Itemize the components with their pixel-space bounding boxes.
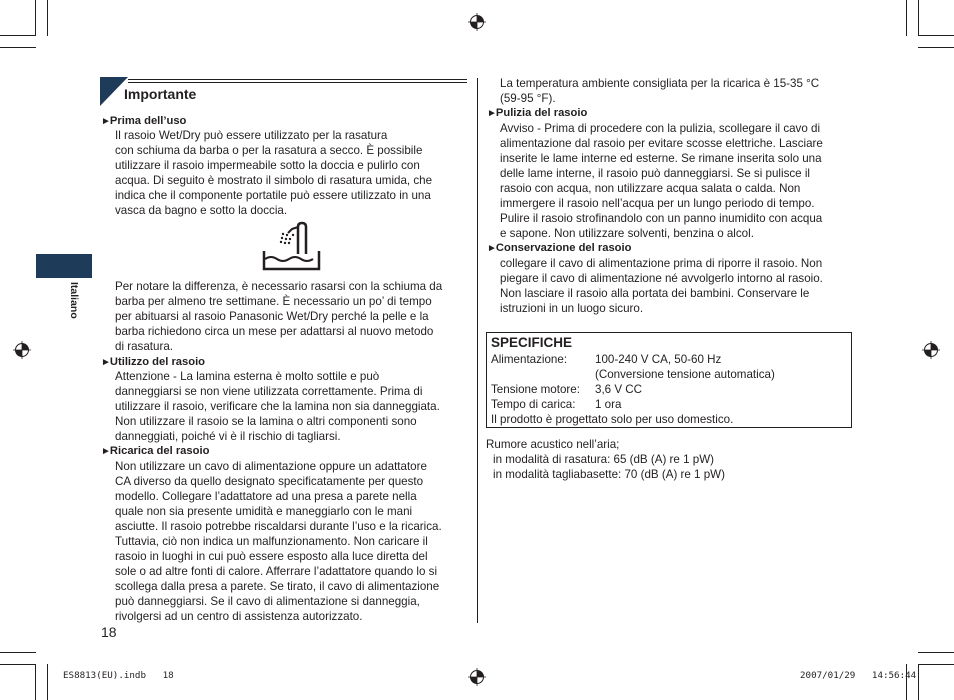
bullet-arrow-icon: ► <box>101 446 110 457</box>
column-divider <box>477 78 478 623</box>
paragraph-conservazione: collegare il cavo di alimentazione prima di riporre il rasoio. Non piegare il cavo di alimentazione né avvolgerlo intorno al rasoio. Non lasciare il rasoio alla portata dei bambini. Conservare le istruzioni in un luogo sicuro. <box>500 257 823 315</box>
crop-mark <box>918 664 954 665</box>
crop-mark <box>0 664 36 665</box>
footer-file: ES8813(EU).indb 18 <box>63 670 174 681</box>
spec-value: 1 ora <box>595 398 622 411</box>
registration-mark-icon <box>468 668 486 686</box>
spec-value: (Conversione tensione automatica) <box>595 368 775 381</box>
bullet-arrow-icon: ► <box>101 116 110 127</box>
spec-value: 100-240 V CA, 50-60 Hz <box>595 353 722 366</box>
spec-label: Tempo di carica: <box>491 398 576 411</box>
crop-mark <box>35 664 36 700</box>
footer-timestamp: 2007/01/29 14:56:44 <box>800 670 917 681</box>
paragraph-pulizia: Avviso - Prima di procedere con la pulizia, scollegare il cavo di alimentazione dal rasoio per evitare scosse elettriche. Lasciare inserite le lame interne ed esterne. Se rimane inserita solo una delle lame interne, il rasoio può danneggiarsi. Se si pulisce il rasoio con acqua, non utilizzare acqua salata o calda. Non immergere il rasoio nell’acqua per un lungo periodo di tempo. Pulire il rasoio strofinandolo con un panno inumidito con acqua e sapone. Non utilizzare solventi, benzina o alcol. <box>500 122 823 240</box>
language-tab-block <box>36 254 92 278</box>
section-heading-ricarica: ►Ricarica del rasoio <box>101 445 210 457</box>
section-heading-conservazione: ►Conservazione del rasoio <box>487 242 632 254</box>
paragraph-utilizzo: Attenzione - La lamina esterna è molto sottile e può danneggiarsi se non viene utilizzata correttamente. Prima di utilizzare il rasoio, verificare che la lamina non sia danneggiata. Non utilizzare il rasoio se la lamina o altri componenti sono danneggiati, poiché vi è il rischio di tagliarsi. <box>115 370 440 443</box>
paragraph-temperature: La temperatura ambiente consigliata per la ricarica è 15-35 °C (59-95 °F). <box>500 77 820 105</box>
heading-rule <box>128 82 467 83</box>
noise-title: Rumore acustico nell’aria; <box>486 438 620 451</box>
spec-value: 3,6 V CC <box>595 383 643 396</box>
spec-label: Alimentazione: <box>491 353 568 366</box>
section-heading-utilizzo: ►Utilizzo del rasoio <box>101 356 206 368</box>
crop-mark <box>906 0 907 36</box>
bullet-arrow-icon: ► <box>101 357 110 368</box>
page-number: 18 <box>101 624 117 640</box>
section-heading-prima: ►Prima dell’uso <box>101 115 187 127</box>
crop-mark <box>918 47 954 48</box>
crop-mark <box>35 0 36 36</box>
crop-mark <box>47 0 48 36</box>
crop-mark <box>47 664 48 700</box>
crop-mark <box>0 35 36 36</box>
paragraph-prima: Il rasoio Wet/Dry può essere utilizzato per la rasatura con schiuma da barba o per la rasatura a secco. È possibile utilizzare il rasoio impermeabile sotto la doccia e pulirlo con acqua. Di seguito è mostrato il simbolo di rasatura umida, che indica che il componente portatile può essere utilizzato in una vasca da bagno e sotto la doccia. <box>115 129 433 217</box>
registration-mark-icon <box>922 341 940 359</box>
paragraph-ricarica: Non utilizzare un cavo di alimentazione oppure un adattatore CA diverso da quello designato specificatamente per questo modello. Collegare l’adattatore ad una presa a parete nella quale non sia presente umidità e maneggiarlo con le mani asciutte. Il rasoio potrebbe riscaldarsi durante l’uso e la ricarica. Tuttavia, ciò non indica un malfunzionamento. Non caricare il rasoio in luoghi in cui può essere esposto alla luce diretta del sole o ad altre fonti di calore. Afferrare l’adattatore quando lo si scollega dalla presa a parete. Se tirato, il cavo di alimentazione può danneggiarsi. Se il cavo di alimentazione si danneggia, rivolgersi ad un centro di assistenza autorizzato. <box>115 460 442 623</box>
bullet-arrow-icon: ► <box>487 243 496 254</box>
noise-line: in modalità di rasatura: 65 (dB (A) re 1 pW) <box>493 453 715 466</box>
crop-mark <box>918 664 919 700</box>
bullet-arrow-icon: ► <box>487 108 496 119</box>
crop-mark <box>918 0 919 36</box>
registration-mark-icon <box>13 341 31 359</box>
heading-rule <box>128 79 467 80</box>
shower-bath-icon <box>262 221 322 271</box>
noise-line: in modalità tagliabasette: 70 (dB (A) re 1 pW) <box>493 468 725 481</box>
section-title: Importante <box>124 86 197 102</box>
specs-title: SPECIFICHE <box>491 335 573 350</box>
crop-mark <box>918 652 954 653</box>
tab-divider <box>94 78 95 638</box>
paragraph-prima-2: Per notare la differenza, è necessario rasarsi con la schiuma da barba per almeno tre settimane. È necessario un po’ di tempo per abituarsi al rasoio Panasonic Wet/Dry perché la pelle e la barba richiedono circa un mese per adattarsi al nuovo metodo di rasatura. <box>115 280 443 353</box>
crop-mark <box>0 652 36 653</box>
spec-label: Tensione motore: <box>491 383 580 396</box>
section-heading-pulizia: ►Pulizia del rasoio <box>487 107 588 119</box>
spec-note: Il prodotto è progettato solo per uso domestico. <box>491 413 734 426</box>
crop-mark <box>918 35 954 36</box>
language-tab-label: Italiano <box>68 282 80 319</box>
crop-mark <box>0 47 36 48</box>
registration-mark-icon <box>468 13 486 31</box>
